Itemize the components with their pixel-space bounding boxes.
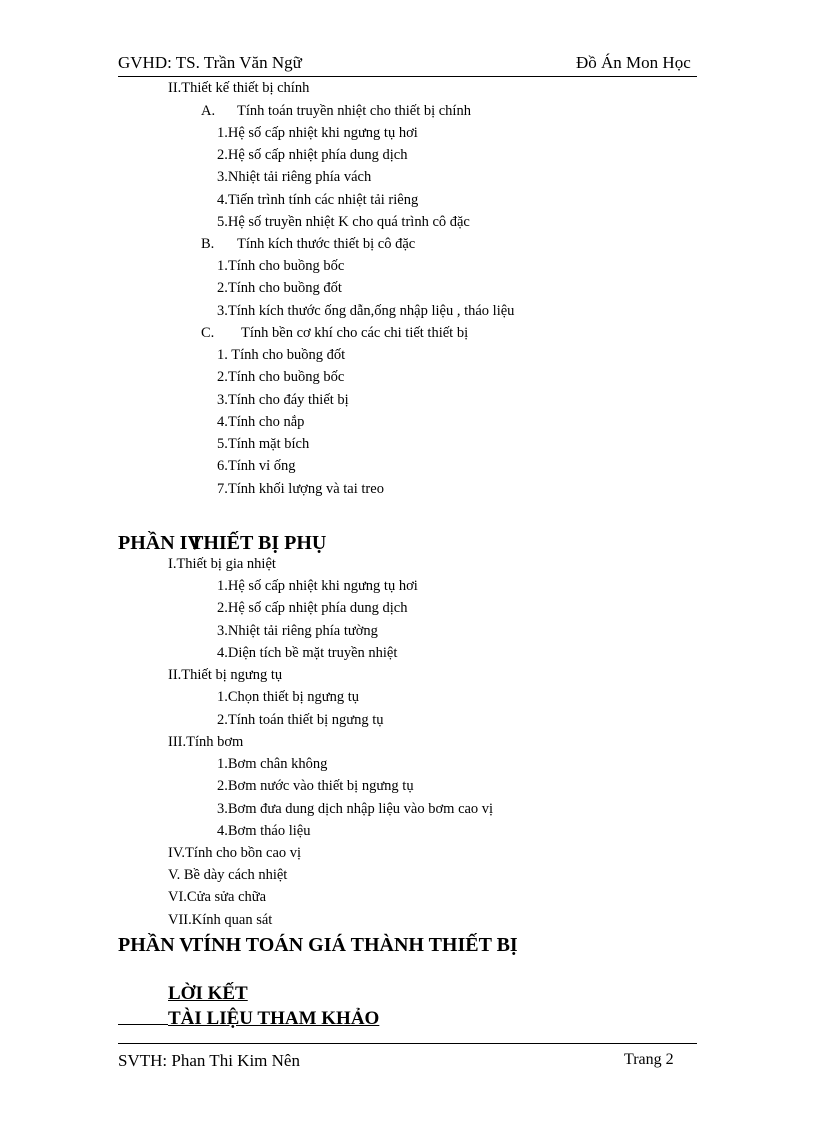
toc-item: 1.Hệ số cấp nhiệt khi ngưng tụ hơi [217,125,418,141]
part-4-heading [118,532,326,555]
references-heading: TÀI LIỆU THAM KHẢO [168,1008,380,1029]
toc-item: 2.Hệ số cấp nhiệt phía dung dịch [217,600,408,616]
toc-item: 4.Diện tích bề mặt truyền nhiệt [217,645,398,661]
toc-item: 1. Tính cho buồng đốt [217,347,346,363]
toc-item: 2.Tính cho buồng đốt [217,280,342,296]
toc-item: 5.Hệ số truyền nhiệt K cho quá trình cô đặc [217,214,470,230]
part-5-number: PHẦN V [118,934,194,956]
page-number: Trang 2 [624,1051,674,1068]
toc-item: 1.Tính cho buồng bốc [217,258,345,274]
subsection-a-letter: A. [201,103,216,119]
subsection-c-letter: C. [201,325,215,341]
toc-item: 3.Nhiệt tải riêng phía tường [217,623,378,639]
toc-item: 3.Tính kích thước ống dẫn,ống nhập liệu , tháo liệu [217,303,515,319]
toc-section: III.Tính bơm [168,734,244,750]
part-5-title: TÍNH TOÁN GIÁ THÀNH THIẾT BỊ [190,934,518,956]
part-5-heading [118,934,518,957]
subsection-c-title: Tính bền cơ khí cho các chi tiết thiết bị [241,325,469,341]
footer-student: SVTH: Phan Thi Kim Nên [118,1051,300,1070]
toc-item: 1.Bơm chân không [217,756,328,772]
toc-item: 7.Tính khối lượng và tai treo [217,481,384,497]
toc-subsection-b [201,236,415,253]
header-doc-title: Đồ Án Mon Học [576,53,691,72]
toc-subsection-c [201,325,468,342]
subsection-b-title: Tính kích thước thiết bị cô đặc [237,236,416,252]
toc-item: 2.Tính toán thiết bị ngưng tụ [217,712,384,728]
toc-item: 2.Hệ số cấp nhiệt phía dung dịch [217,147,408,163]
part-4-number: PHẦN IV [118,532,202,554]
toc-item: 1.Chọn thiết bị ngưng tụ [217,689,359,705]
toc-item: 2.Tính cho buồng bốc [217,369,345,385]
references-leader [118,1024,168,1025]
toc-item: 4.Bơm tháo liệu [217,823,311,839]
toc-section: IV.Tính cho bồn cao vị [168,845,302,861]
toc-item: 5.Tính mặt bích [217,436,310,452]
toc-item: 1.Hệ số cấp nhiệt khi ngưng tụ hơi [217,578,418,594]
toc-section-2: II.Thiết kế thiết bị chính [168,80,310,96]
toc-section: V. Bề dày cách nhiệt [168,867,288,883]
toc-item: 4.Tiến trình tính các nhiệt tải riêng [217,192,419,208]
subsection-b-letter: B. [201,236,215,252]
toc-subsection-a [201,103,471,120]
header-instructor: GVHD: TS. Trần Văn Ngữ [118,53,302,72]
part-4-title: THIẾT BỊ PHỤ [190,532,327,554]
toc-section: II.Thiết bị ngưng tụ [168,667,283,683]
toc-item: 3.Nhiệt tải riêng phía vách [217,169,372,185]
toc-item: 6.Tính vỉ ống [217,458,296,474]
toc-section: I.Thiết bị gia nhiệt [168,556,276,572]
subsection-a-title: Tính toán truyền nhiệt cho thiết bị chính [237,103,471,119]
toc-item: 4.Tính cho nắp [217,414,305,430]
footer-rule [118,1043,697,1044]
toc-item: 3.Tính cho đáy thiết bị [217,392,349,408]
toc-section: VII.Kính quan sát [168,912,273,928]
closing-heading: LỜI KẾT [168,983,248,1004]
toc-item: 2.Bơm nước vào thiết bị ngưng tụ [217,778,414,794]
toc-item: 3.Bơm đưa dung dịch nhập liệu vào bơm cao vị [217,801,494,817]
header-rule [118,76,697,77]
toc-section: VI.Cửa sửa chữa [168,889,267,905]
